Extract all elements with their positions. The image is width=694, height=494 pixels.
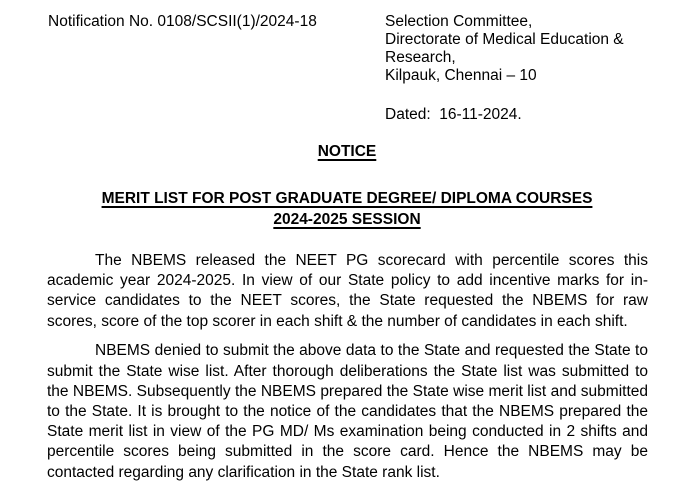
notice-heading [0,143,694,161]
subject-heading [0,188,694,230]
notice-body [47,251,648,492]
paragraph-scorecard: The NBEMS released the NEET PG scorecard with percentile scores this academic year 2024-2025. In view of our State policy to add incentive marks for in-service candidates to the NEET scores, the State requested the NBEMS for raw scores, score of the top scorer in each shift & the number of candidates in each shift. [47,252,648,330]
issuer-line-committee: Selection Committee, [385,13,533,30]
subject-heading-line2: 2024-2025 SESSION [273,211,421,228]
subject-heading-line1: MERIT LIST FOR POST GRADUATE DEGREE/ DIPLOMA COURSES [101,190,593,207]
notice-heading-text: NOTICE [317,143,377,160]
issuer-line-directorate: Directorate of Medical Education & [385,31,624,48]
issuer-line-location: Kilpauk, Chennai – 10 [385,67,537,84]
issuer-line-research: Research, [385,49,456,66]
dated-line: Dated: 16-11-2024. [385,106,522,123]
issuer-address-block [385,13,675,85]
paragraph-merit-list: NBEMS denied to submit the above data to the State and requested the State to submit the State wise list. After thorough deliberations the State list was submitted to the NBEMS. Subsequently the NBEMS prepared the State wise merit list and submitted to the State. It is brought to the notice of the candidates that the NBEMS prepared the State merit list in view of the PG MD/ Ms examination being conducted in 2 shifts and percentile scores being submitted in the score card. Hence the NBEMS may be contacted regarding any clarification in the State rank list. [47,342,648,481]
notification-number: Notification No. 0108/SCSII(1)/2024-18 [48,13,317,30]
